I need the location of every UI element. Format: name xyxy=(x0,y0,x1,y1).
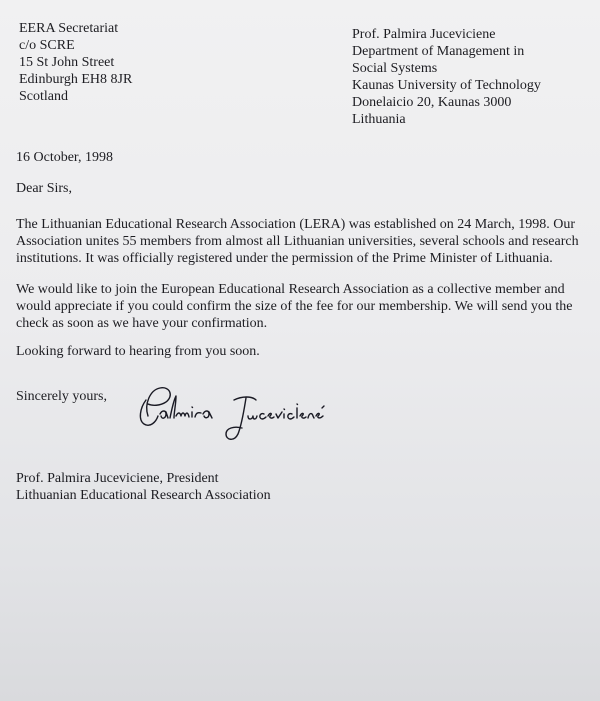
recipient-line: Department of Management in xyxy=(352,44,525,59)
sender-line: EERA Secretariat xyxy=(19,21,119,36)
recipient-line: Kaunas University of Technology xyxy=(352,78,541,93)
recipient-line: Donelaicio 20, Kaunas 3000 xyxy=(352,95,512,110)
letter-date: 16 October, 1998 xyxy=(16,150,114,165)
sender-line: Scotland xyxy=(19,89,68,104)
paragraph-line: would appreciate if you could confirm the size of the fee for our membership. We will send you the xyxy=(16,299,573,314)
sender-line: c/o SCRE xyxy=(19,38,75,53)
signatory-name: Prof. Palmira Juceviciene, President xyxy=(16,471,219,486)
recipient-line: Prof. Palmira Juceviciene xyxy=(352,27,496,42)
signatory-block xyxy=(16,470,271,504)
recipient-line: Social Systems xyxy=(352,61,438,76)
handwritten-signature xyxy=(126,378,336,448)
paragraph-line: check as soon as we have your confirmation. xyxy=(16,316,268,331)
sender-address xyxy=(19,20,132,105)
recipient-line: Lithuania xyxy=(352,112,406,127)
recipient-address xyxy=(352,26,541,128)
sender-line: 15 St John Street xyxy=(19,55,115,70)
paragraph-line: Association unites 55 members from almost all Lithuanian universities, several schools and research xyxy=(16,234,579,249)
closing: Sincerely yours, xyxy=(16,389,107,404)
body-paragraph-3 xyxy=(16,343,596,360)
paragraph-line: The Lithuanian Educational Research Association (LERA) was established on 24 March, 1998. Our xyxy=(16,217,576,232)
body-paragraph-2 xyxy=(16,281,596,332)
paragraph-line: We would like to join the European Educational Research Association as a collective member and xyxy=(16,282,565,297)
body-paragraph-1 xyxy=(16,216,596,267)
salutation: Dear Sirs, xyxy=(16,181,72,196)
paragraph-line: Looking forward to hearing from you soon. xyxy=(16,344,260,359)
paragraph-line: institutions. It was officially registered under the permission of the Prime Minister of Lithuania. xyxy=(16,251,553,266)
signatory-organization: Lithuanian Educational Research Association xyxy=(16,488,271,503)
sender-line: Edinburgh EH8 8JR xyxy=(19,72,133,87)
